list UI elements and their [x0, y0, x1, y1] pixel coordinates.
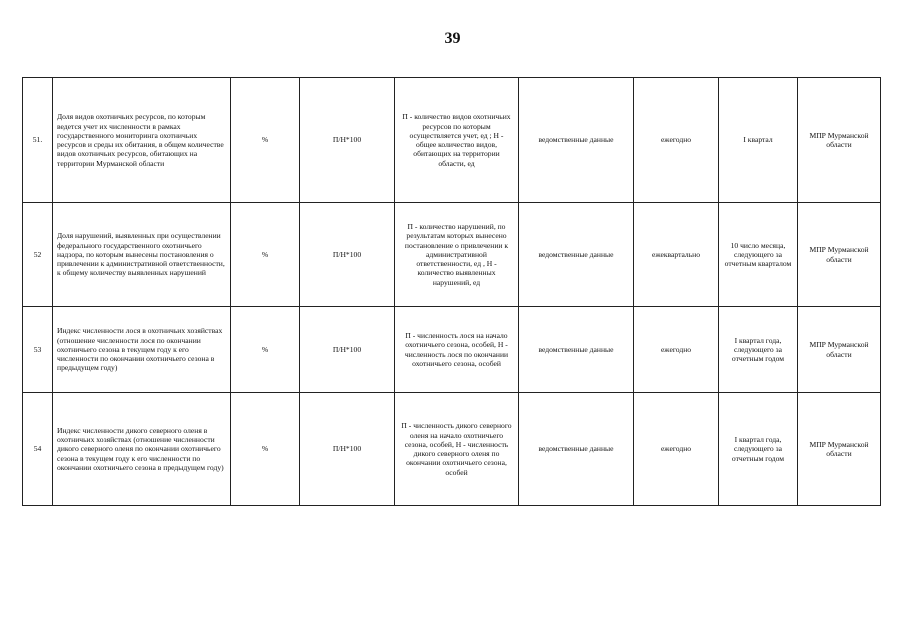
formula: П/Н*100: [300, 307, 395, 393]
formula: П/Н*100: [300, 203, 395, 307]
unit: %: [231, 203, 300, 307]
reporting-term: I квартал: [719, 78, 798, 203]
responsible: МПР Мурманской области: [798, 203, 881, 307]
data-source: ведомственные данные: [519, 203, 634, 307]
data-source: ведомственные данные: [519, 393, 634, 506]
unit: %: [231, 307, 300, 393]
unit: %: [231, 393, 300, 506]
reporting-term: I квартал года, следующего за отчетным годом: [719, 393, 798, 506]
indicator-name: Индекс численности дикого северного оленя в охотничьих хозяйствах (отношение численности дикого северного оленя по окончании охотничьего сезона в текущем году к его численности по окончании охотничьего сезона в предыдущем году): [53, 393, 231, 506]
indicator-name: Доля видов охотничьих ресурсов, по которым ведется учет их численности в рамках государственного мониторинга охотничьих ресурсов и среды их обитания, в общем количестве видов охотничьих ресурсов, обитающих на территории Мурманской области: [53, 78, 231, 203]
table-row: [23, 307, 881, 393]
table-row: [23, 78, 881, 203]
responsible: МПР Мурманской области: [798, 78, 881, 203]
formula-description: П - численность лося на начало охотничьего сезона, особей, Н - численность лося по окончании охотничьего сезона, особей: [395, 307, 519, 393]
row-number: 52: [23, 203, 53, 307]
frequency: ежегодно: [634, 78, 719, 203]
indicator-name: Доля нарушений, выявленных при осуществлении федерального государственного охотничьего надзора, по которым вынесены постановления о привлечении к административной ответственности, к общему количеству выявленных нарушений: [53, 203, 231, 307]
responsible: МПР Мурманской области: [798, 307, 881, 393]
data-source: ведомственные данные: [519, 78, 634, 203]
formula-description: П - численность дикого северного оленя на начало охотничьего сезона, особей, Н - численность дикого северного оленя по окончании охотничьего сезона, особей: [395, 393, 519, 506]
frequency: ежеквартально: [634, 203, 719, 307]
frequency: ежегодно: [634, 393, 719, 506]
table-row: [23, 393, 881, 506]
formula-description: П - количество нарушений, по результатам которых вынесено постановление о привлечении к административной ответственности, ед , Н - количество выявленных нарушений, ед: [395, 203, 519, 307]
frequency: ежегодно: [634, 307, 719, 393]
formula: П/Н*100: [300, 393, 395, 506]
row-number: 51.: [23, 78, 53, 203]
unit: %: [231, 78, 300, 203]
reporting-term: I квартал года, следующего за отчетным годом: [719, 307, 798, 393]
page-number: 39: [444, 30, 461, 47]
row-number: 53: [23, 307, 53, 393]
indicator-name: Индекс численности лося в охотничьих хозяйствах (отношение численности лося по окончании охотничьего сезона в текущем году к его численности по окончании охотничьего сезона в предыдущем году): [53, 307, 231, 393]
table-row: [23, 203, 881, 307]
responsible: МПР Мурманской области: [798, 393, 881, 506]
formula: П/Н*100: [300, 78, 395, 203]
reporting-term: 10 число месяца, следующего за отчетным кварталом: [719, 203, 798, 307]
indicators-table: [22, 77, 881, 506]
row-number: 54: [23, 393, 53, 506]
formula-description: П - количество видов охотничьих ресурсов по которым осуществляется учет, ед ; Н - общее количество видов, обитающих на территории области, ед: [395, 78, 519, 203]
data-source: ведомственные данные: [519, 307, 634, 393]
